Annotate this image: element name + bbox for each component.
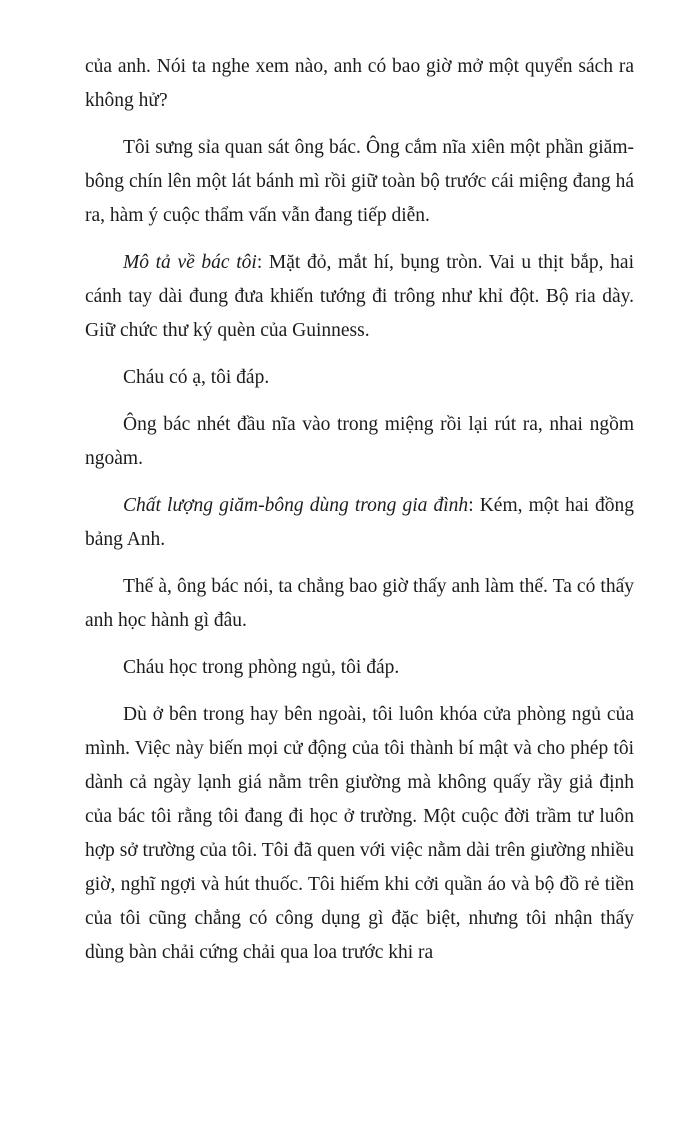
text-run: : Mặt đỏ, mắt hí, bụng tròn. Vai u thịt bắp, hai cánh tay dài đung đưa khiến tướng đi trông như khỉ đột. Bộ ria dày. Giữ chức thư ký quèn của Guinness. bbox=[85, 252, 634, 341]
text-run: Dù ở bên trong hay bên ngoài, tôi luôn khóa cửa phòng ngủ của mình. Việc này biến mọi cử động của tôi thành bí mật và cho phép tôi dành cả ngày lạnh giá nằm trên giường mà không quấy rầy giả định của bác tôi rằng tôi đang đi học ở trường. Một cuộc đời trầm tư luôn hợp sở trường của tôi. Tôi đã quen với việc nằm dài trên giường nhiều giờ, nghĩ ngợi và hút thuốc. Tôi hiếm khi cởi quần áo và bộ đồ rẻ tiền của tôi cũng chẳng có công dụng gì đặc biệt, nhưng tôi nhận thấy dùng bàn chải cứng chải qua loa trước khi ra bbox=[85, 704, 634, 963]
text-run: : Kém, một hai đồng bảng Anh. bbox=[85, 495, 634, 550]
text-run: của anh. Nói ta nghe xem nào, anh có bao giờ mở một quyển sách ra không hử? bbox=[85, 56, 634, 111]
paragraph bbox=[85, 570, 634, 638]
text-block bbox=[85, 50, 634, 970]
text-run: Thế à, ông bác nói, ta chẳng bao giờ thấy anh làm thế. Ta có thấy anh học hành gì đâu. bbox=[85, 576, 634, 631]
paragraph bbox=[85, 651, 634, 685]
paragraph bbox=[85, 408, 634, 476]
paragraph bbox=[85, 131, 634, 233]
text-run: Tôi sưng sỉa quan sát ông bác. Ông cắm nĩa xiên một phần giăm-bông chín lên một lát bánh mì rồi giữ toàn bộ trước cái miệng đang há ra, hàm ý cuộc thẩm vấn vẫn đang tiếp diễn. bbox=[85, 137, 634, 226]
italic-text-run: Mô tả về bác tôi bbox=[123, 252, 257, 273]
text-run: Cháu có ạ, tôi đáp. bbox=[123, 367, 270, 388]
paragraph bbox=[85, 698, 634, 970]
paragraph bbox=[85, 361, 634, 395]
text-run: Ông bác nhét đầu nĩa vào trong miệng rồi lại rút ra, nhai ngồm ngoàm. bbox=[85, 414, 634, 469]
text-run: Cháu học trong phòng ngủ, tôi đáp. bbox=[123, 657, 400, 678]
paragraph bbox=[85, 50, 634, 118]
italic-text-run: Chất lượng giăm-bông dùng trong gia đình bbox=[123, 495, 469, 516]
paragraph bbox=[85, 489, 634, 557]
paragraph bbox=[85, 246, 634, 348]
